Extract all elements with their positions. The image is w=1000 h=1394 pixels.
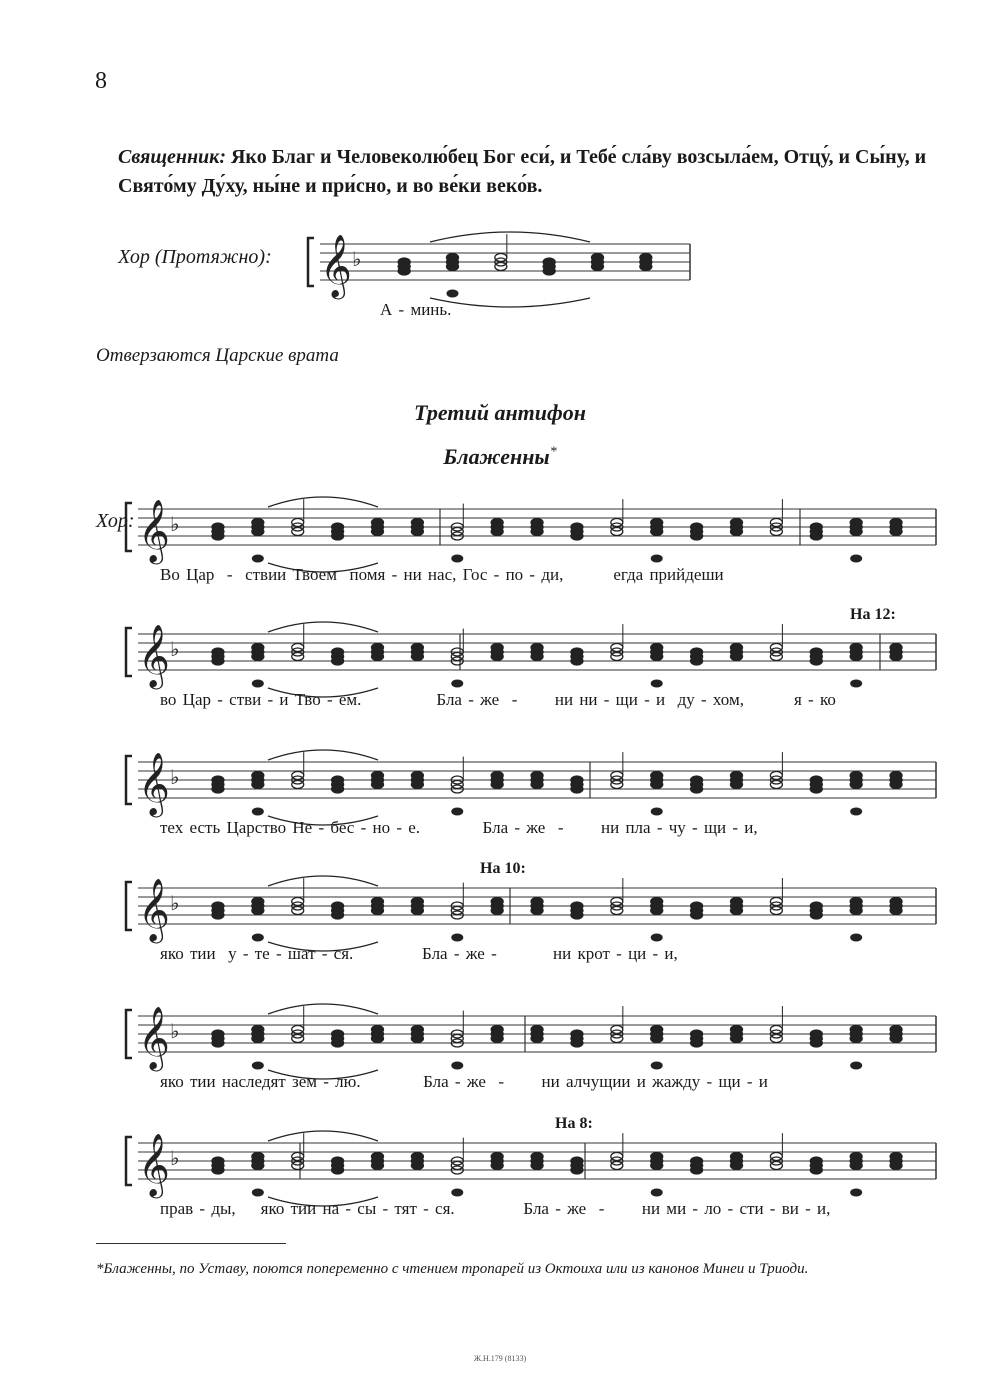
amen-lyrics: А - минь. — [380, 300, 452, 319]
notehead — [810, 523, 822, 531]
notehead — [332, 902, 344, 910]
notehead — [731, 898, 743, 906]
notehead — [731, 1026, 743, 1034]
slur — [268, 497, 378, 507]
amen-staff — [300, 228, 700, 308]
treble-clef-icon: 𝄞 — [138, 624, 170, 687]
notehead — [372, 519, 384, 527]
notehead — [332, 648, 344, 656]
priest-role: Священник: — [118, 146, 226, 168]
notehead — [592, 254, 604, 262]
notehead — [491, 772, 503, 780]
notehead — [491, 1026, 503, 1034]
subheading-text: Блаженны — [443, 444, 550, 469]
notehead — [531, 772, 543, 780]
system-lyrics: яко тии наследят зем - лю. Бла - же - ни алчущии и жажду - щи - и — [160, 1072, 768, 1091]
notehead — [850, 772, 862, 780]
lower-notehead — [451, 555, 463, 563]
lower-notehead — [451, 680, 463, 688]
section-subheading — [0, 444, 1000, 470]
lower-notehead — [850, 680, 862, 688]
choir-label: Хор: — [96, 510, 135, 532]
notehead — [332, 1030, 344, 1038]
treble-clef-icon: 𝄞 — [138, 1006, 170, 1069]
notehead — [531, 519, 543, 527]
treble-clef-icon: 𝄞 — [138, 752, 170, 815]
notehead — [691, 1030, 703, 1038]
slur — [268, 750, 378, 760]
lower-notehead — [850, 808, 862, 816]
notehead — [850, 1026, 862, 1034]
notehead — [571, 1030, 583, 1038]
notehead — [252, 1026, 264, 1034]
notehead — [531, 898, 543, 906]
slur — [268, 876, 378, 886]
notehead — [651, 1026, 663, 1034]
print-code: Ж.Н.179 (8133) — [473, 1354, 527, 1363]
system-lyrics: во Цар - стви - и Тво - ем. Бла - же - ни ни - щи - и ду - хом, я - ко — [160, 690, 836, 709]
notehead — [691, 902, 703, 910]
lower-notehead — [651, 680, 663, 688]
lower-notehead — [252, 808, 264, 816]
notehead — [332, 1157, 344, 1165]
notehead — [411, 772, 423, 780]
notehead — [651, 772, 663, 780]
priest-exclamation — [118, 143, 950, 201]
notehead — [850, 898, 862, 906]
lower-notehead — [651, 555, 663, 563]
notehead — [252, 519, 264, 527]
lower-notehead — [451, 1189, 463, 1197]
system-lyrics: яко тии у - те - шат - ся. Бла - же - ни крот - ци - и, — [160, 944, 678, 963]
notehead — [531, 1153, 543, 1161]
notehead — [212, 523, 224, 531]
bracket — [308, 238, 314, 286]
treble-clef-icon: 𝄞 — [138, 878, 170, 941]
lower-notehead — [850, 1062, 862, 1070]
bracket — [126, 756, 132, 804]
flat-sign-icon: ♭ — [170, 1146, 180, 1170]
notehead — [332, 776, 344, 784]
notehead — [571, 902, 583, 910]
notehead — [850, 644, 862, 652]
notehead — [571, 523, 583, 531]
treble-clef-icon: 𝄞 — [320, 234, 352, 297]
lower-notehead — [651, 1189, 663, 1197]
repeat-count-label: На 10: — [480, 860, 526, 877]
lower-notehead — [850, 555, 862, 563]
footnote: *Блаженны, по Уставу, поются попеременно с чтением тропарей из Октоиха или из канонов Минеи и Триоди. — [96, 1261, 809, 1277]
notehead — [372, 644, 384, 652]
bracket — [126, 1137, 132, 1185]
notehead — [411, 1153, 423, 1161]
notehead — [571, 1157, 583, 1165]
notehead — [651, 519, 663, 527]
notehead — [491, 519, 503, 527]
lower-notehead — [850, 1189, 862, 1197]
notehead — [372, 1153, 384, 1161]
notehead — [212, 776, 224, 784]
notehead — [531, 1026, 543, 1034]
notehead — [212, 1030, 224, 1038]
section-heading: Третий антифон — [414, 400, 586, 425]
notehead — [890, 519, 902, 527]
bracket — [126, 628, 132, 676]
notehead — [850, 1153, 862, 1161]
notehead — [810, 648, 822, 656]
notehead — [571, 648, 583, 656]
footnote-mark: * — [549, 444, 557, 460]
slur — [430, 298, 590, 307]
lower-notehead — [850, 934, 862, 942]
notehead — [372, 1026, 384, 1034]
slur — [268, 1004, 378, 1014]
rubric: Отверзаются Царские врата — [96, 345, 339, 366]
system-lyrics: прав - ды, яко тии на - сы - тят - ся. Бла - же - ни ми - ло - сти - ви - и, — [160, 1199, 831, 1218]
notehead — [810, 1030, 822, 1038]
notehead — [810, 776, 822, 784]
lower-notehead — [252, 555, 264, 563]
notehead — [850, 519, 862, 527]
lower-notehead — [252, 680, 264, 688]
notehead — [890, 644, 902, 652]
notehead — [491, 644, 503, 652]
notehead — [731, 1153, 743, 1161]
flat-sign-icon: ♭ — [170, 512, 180, 536]
slur — [268, 1131, 378, 1141]
notehead — [212, 648, 224, 656]
page-number: 8 — [95, 68, 107, 94]
notehead — [212, 902, 224, 910]
notehead — [890, 898, 902, 906]
notehead — [651, 1153, 663, 1161]
notehead — [691, 776, 703, 784]
bracket — [126, 882, 132, 930]
notehead — [691, 648, 703, 656]
notehead — [890, 1153, 902, 1161]
notehead — [810, 1157, 822, 1165]
notehead — [810, 902, 822, 910]
notehead — [890, 1026, 902, 1034]
notehead — [372, 898, 384, 906]
notehead — [252, 772, 264, 780]
notehead — [651, 644, 663, 652]
flat-sign-icon: ♭ — [170, 1019, 180, 1043]
notehead — [372, 772, 384, 780]
lower-notehead — [651, 1062, 663, 1070]
notehead — [411, 519, 423, 527]
lower-notehead — [252, 934, 264, 942]
lower-notehead — [451, 1062, 463, 1070]
bracket — [126, 503, 132, 551]
lower-notehead — [447, 290, 459, 298]
repeat-count-label: На 12: — [850, 606, 896, 623]
notehead — [651, 898, 663, 906]
repeat-count-label: На 8: — [555, 1115, 593, 1132]
notehead — [640, 254, 652, 262]
system-lyrics: тех есть Царство Не - бес - но - е. Бла - же - ни пла - чу - щи - и, — [160, 818, 758, 837]
notehead — [398, 258, 410, 266]
lower-notehead — [651, 934, 663, 942]
notehead — [411, 898, 423, 906]
priest-text: Яко Благ и Человеколю́бец Бог еси́, и Тебе́ сла́ву возсыла́ем, Отцу́, и Сы́ну, и Свято́му Ду́ху, ны́не и при́сно, и во ве́ки веко́в. — [118, 146, 927, 197]
notehead — [212, 1157, 224, 1165]
notehead — [731, 644, 743, 652]
lower-notehead — [252, 1062, 264, 1070]
notehead — [691, 523, 703, 531]
notehead — [543, 258, 555, 266]
footnote-rule — [96, 1243, 286, 1244]
lower-notehead — [451, 808, 463, 816]
treble-clef-icon: 𝄞 — [138, 499, 170, 562]
notehead — [447, 254, 459, 262]
bracket — [126, 1010, 132, 1058]
notehead — [411, 644, 423, 652]
notehead — [571, 776, 583, 784]
notehead — [731, 519, 743, 527]
notehead — [411, 1026, 423, 1034]
flat-sign-icon: ♭ — [170, 891, 180, 915]
treble-clef-icon: 𝄞 — [138, 1133, 170, 1196]
slur — [430, 232, 590, 242]
notehead — [731, 772, 743, 780]
lower-notehead — [252, 1189, 264, 1197]
notehead — [491, 1153, 503, 1161]
notehead — [491, 898, 503, 906]
notehead — [890, 772, 902, 780]
notehead — [691, 1157, 703, 1165]
flat-sign-icon: ♭ — [352, 247, 362, 271]
notehead — [531, 644, 543, 652]
notehead — [252, 1153, 264, 1161]
flat-sign-icon: ♭ — [170, 765, 180, 789]
amen-choir-label: Хор (Протяжно): — [118, 246, 272, 268]
slur — [268, 622, 378, 632]
lower-notehead — [451, 934, 463, 942]
notehead — [332, 523, 344, 531]
notehead — [252, 644, 264, 652]
system-lyrics: Во Цар - ствии Твоем помя - ни нас, Гос - по - ди, егда прийдеши — [160, 565, 724, 584]
flat-sign-icon: ♭ — [170, 637, 180, 661]
notehead — [252, 898, 264, 906]
lower-notehead — [651, 808, 663, 816]
